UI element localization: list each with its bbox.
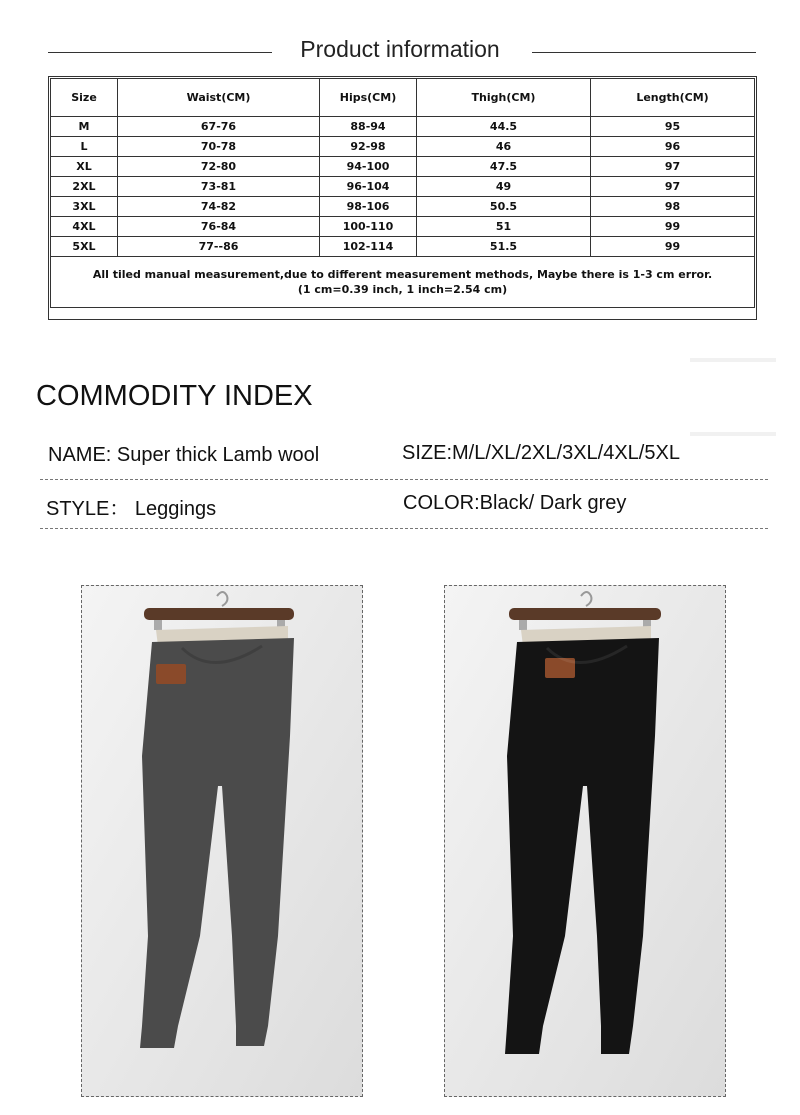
cell-length: 97	[591, 177, 755, 197]
cell-length: 97	[591, 157, 755, 177]
cell-size: M	[51, 117, 118, 137]
dashed-divider	[40, 479, 768, 480]
hanger-icon	[144, 608, 294, 620]
cell-length: 98	[591, 197, 755, 217]
cell-thigh: 47.5	[417, 157, 591, 177]
table-row	[51, 117, 755, 137]
hanger-icon	[509, 608, 661, 620]
cell-hips: 100-110	[320, 217, 417, 237]
attr-name: NAME: Super thick Lamb wool	[48, 444, 320, 466]
cell-length: 96	[591, 137, 755, 157]
column-header: Waist(CM)	[118, 79, 320, 117]
cell-length: 95	[591, 117, 755, 137]
cell-waist: 73-81	[118, 177, 320, 197]
column-header: Hips(CM)	[320, 79, 417, 117]
table-row	[51, 137, 755, 157]
cell-length: 99	[591, 237, 755, 257]
attr-color: COLOR:Black/ Dark grey	[403, 492, 627, 514]
cell-hips: 92-98	[320, 137, 417, 157]
cell-waist: 76-84	[118, 217, 320, 237]
commodity-index-title: COMMODITY INDEX	[36, 380, 313, 412]
cell-thigh: 49	[417, 177, 591, 197]
black-leggings-image	[445, 586, 725, 1096]
product-info-header	[0, 34, 800, 68]
cell-hips: 88-94	[320, 117, 417, 137]
cell-waist: 70-78	[118, 137, 320, 157]
column-header: Size	[51, 79, 118, 117]
table-row	[51, 217, 755, 237]
cell-hips: 98-106	[320, 197, 417, 217]
page-title: Product information	[300, 36, 500, 62]
decor-bar	[690, 358, 776, 362]
note-line-2: (1 cm=0.39 inch, 1 inch=2.54 cm)	[297, 283, 508, 296]
cell-thigh: 51	[417, 217, 591, 237]
table-row	[51, 177, 755, 197]
product-photo-black	[444, 585, 726, 1097]
cell-waist: 67-76	[118, 117, 320, 137]
table-note-row	[51, 257, 755, 308]
cell-thigh: 51.5	[417, 237, 591, 257]
cell-hips: 94-100	[320, 157, 417, 177]
cell-hips: 96-104	[320, 177, 417, 197]
cell-size: XL	[51, 157, 118, 177]
header-divider-right	[532, 52, 756, 53]
cell-waist: 77--86	[118, 237, 320, 257]
cell-size: 2XL	[51, 177, 118, 197]
measurement-note	[51, 257, 755, 308]
table-row	[51, 197, 755, 217]
cell-thigh: 50.5	[417, 197, 591, 217]
dashed-divider	[40, 528, 768, 529]
cell-thigh: 44.5	[417, 117, 591, 137]
cell-thigh: 46	[417, 137, 591, 157]
product-photo-grey	[81, 585, 363, 1097]
note-line-1: All tiled manual measurement,due to different measurement methods, Maybe there is 1-3 cm error.	[92, 268, 713, 281]
cell-length: 99	[591, 217, 755, 237]
attr-style: STYLE： Leggings	[46, 498, 217, 520]
attr-size: SIZE:M/L/XL/2XL/3XL/4XL/5XL	[402, 442, 680, 464]
grey-leggings-image	[82, 586, 362, 1096]
cell-size: 5XL	[51, 237, 118, 257]
decor-bar	[690, 432, 776, 436]
cell-size: L	[51, 137, 118, 157]
cell-hips: 102-114	[320, 237, 417, 257]
size-table	[50, 78, 755, 308]
column-header: Thigh(CM)	[417, 79, 591, 117]
cell-size: 3XL	[51, 197, 118, 217]
cell-waist: 74-82	[118, 197, 320, 217]
table-row	[51, 157, 755, 177]
cell-waist: 72-80	[118, 157, 320, 177]
cell-size: 4XL	[51, 217, 118, 237]
column-header: Length(CM)	[591, 79, 755, 117]
table-row	[51, 237, 755, 257]
table-header-row	[51, 79, 755, 117]
